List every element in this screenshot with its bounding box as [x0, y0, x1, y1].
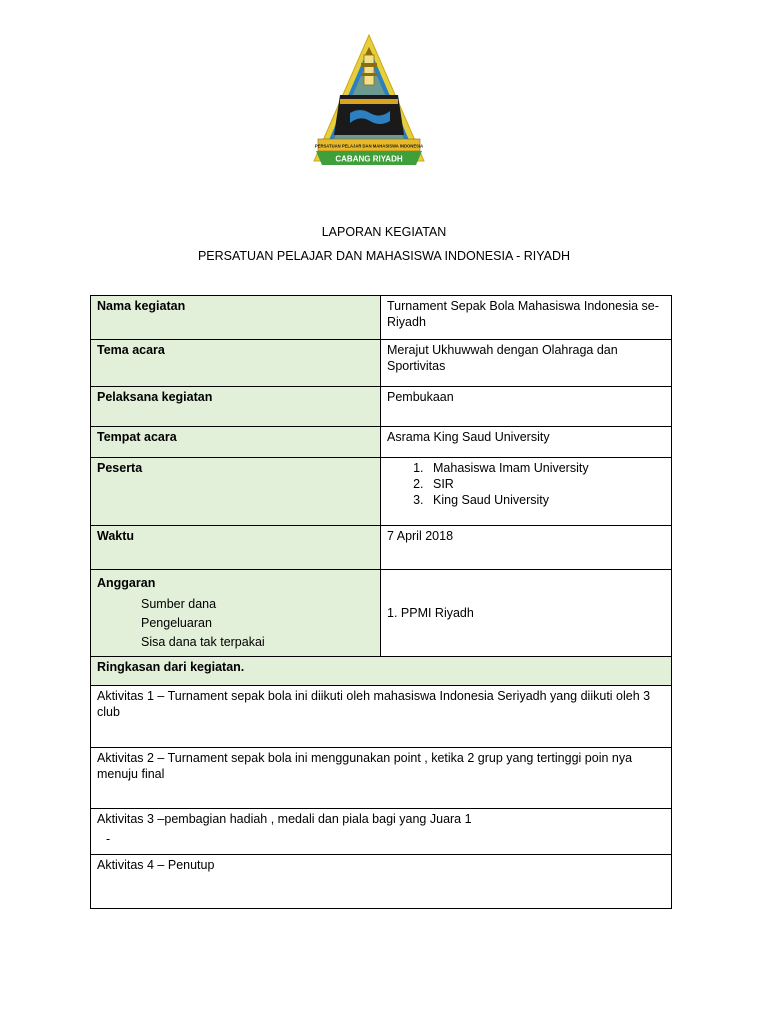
- activity-cell: [91, 809, 672, 855]
- row-value: Turnament Sepak Bola Mahasiswa Indonesia se-Riyadh: [381, 296, 672, 340]
- activity-cell: Aktivitas 4 – Penutup: [91, 855, 672, 909]
- report-subtitle: PERSATUAN PELAJAR DAN MAHASISWA INDONESIA - RIYADH: [197, 249, 571, 263]
- row-value: Pembukaan: [381, 387, 672, 427]
- row-label-anggaran: [91, 570, 381, 657]
- row-value: Merajut Ukhuwwah dengan Olahraga dan Sportivitas: [381, 340, 672, 387]
- row-value: 7 April 2018: [381, 526, 672, 570]
- table-row: [91, 458, 672, 526]
- table-row: [91, 748, 672, 809]
- ppmi-riyadh-logo: [312, 33, 426, 169]
- table-row: [91, 809, 672, 855]
- row-value: Asrama King Saud University: [381, 427, 672, 458]
- row-label: Tema acara: [91, 340, 381, 387]
- table-row: [91, 526, 672, 570]
- table-row: [91, 340, 672, 387]
- summary-header: Ringkasan dari kegiatan.: [91, 657, 672, 686]
- logo-banner-text: PERSATUAN PELAJAR DAN MAHASISWA INDONESIA: [314, 143, 424, 149]
- activity-text: Aktivitas 3 –pembagian hadiah , medali dan piala bagi yang Juara 1: [97, 812, 472, 826]
- table-row: [91, 427, 672, 458]
- list-item: Sumber dana: [141, 597, 217, 611]
- row-value: [381, 458, 672, 526]
- row-label: Anggaran: [97, 576, 156, 590]
- logo-ribbon-text: CABANG RIYADH: [335, 154, 403, 164]
- table-row: [91, 570, 672, 657]
- row-label: Pelaksana kegiatan: [91, 387, 381, 427]
- row-label: Waktu: [91, 526, 381, 570]
- activity-cell: Aktivitas 1 – Turnament sepak bola ini diikuti oleh mahasiswa Indonesia Seriyadh yang diikuti oleh 3 club: [91, 686, 672, 748]
- row-value: [381, 570, 672, 657]
- list-item: 2. SIR: [427, 476, 665, 492]
- report-title: LAPORAN KEGIATAN: [321, 225, 447, 239]
- activity-extra: -: [106, 832, 111, 846]
- table-row: [91, 296, 672, 340]
- row-label: Peserta: [91, 458, 381, 526]
- table-row: [91, 657, 672, 686]
- table-row: [91, 387, 672, 427]
- report-table: [90, 295, 672, 909]
- budget-sub-items: [141, 595, 374, 652]
- table-row: [91, 686, 672, 748]
- list-item: 3. King Saud University: [427, 492, 665, 508]
- budget-value: 1. PPMI Riyadh: [387, 606, 474, 620]
- activity-cell: Aktivitas 2 – Turnament sepak bola ini menggunakan point , ketika 2 grup yang tertinggi poin nya menuju final: [91, 748, 672, 809]
- list-item: Pengeluaran: [141, 616, 212, 630]
- peserta-list: [387, 460, 665, 508]
- row-label: Nama kegiatan: [91, 296, 381, 340]
- row-label: Tempat acara: [91, 427, 381, 458]
- list-item: 1. Mahasiswa Imam University: [427, 460, 665, 476]
- table-row: [91, 855, 672, 909]
- list-item: Sisa dana tak terpakai: [141, 635, 265, 649]
